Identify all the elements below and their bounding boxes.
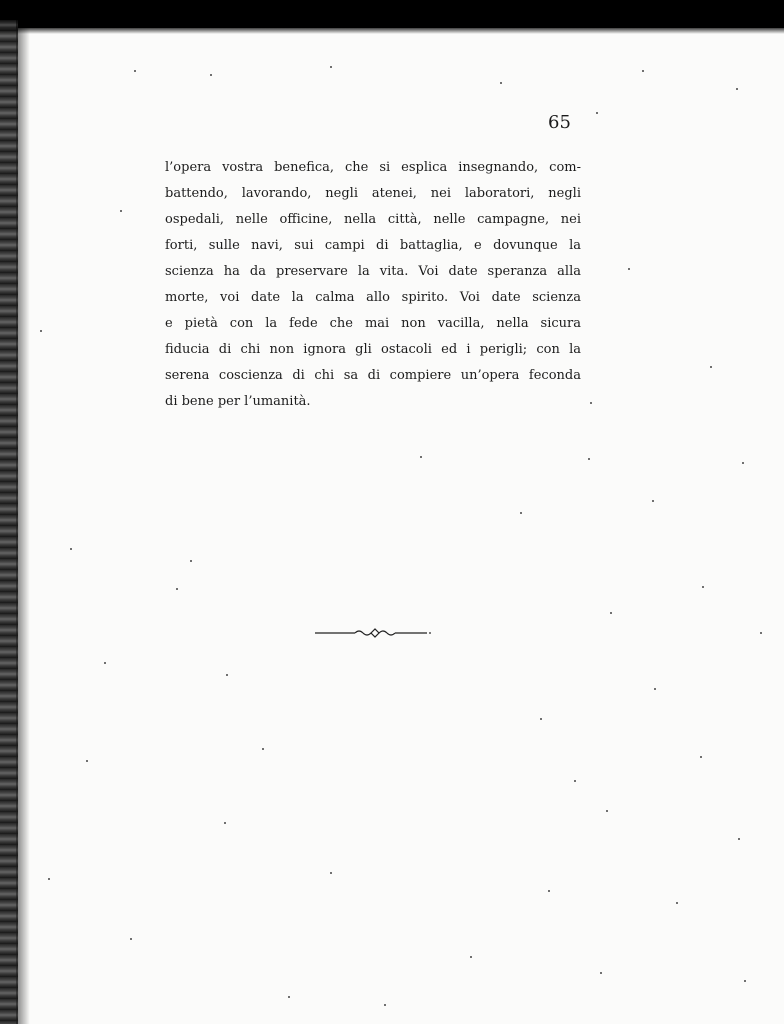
paper-speck bbox=[288, 996, 290, 998]
paper-speck bbox=[742, 462, 744, 464]
paper-speck bbox=[330, 66, 332, 68]
paper-speck bbox=[738, 838, 740, 840]
paper-speck bbox=[48, 878, 50, 880]
paper-speck bbox=[628, 268, 630, 270]
paper-speck bbox=[676, 902, 678, 904]
paper-speck bbox=[104, 662, 106, 664]
paper-speck bbox=[130, 938, 132, 940]
text-line: fiducia di chi non ignora gli ostacoli ed i perigli; con la bbox=[165, 342, 581, 357]
paper-speck bbox=[654, 688, 656, 690]
paper-speck bbox=[134, 70, 136, 72]
paper-speck bbox=[420, 456, 422, 458]
paper-speck bbox=[224, 822, 226, 824]
paper-speck bbox=[760, 632, 762, 634]
paper-speck bbox=[574, 780, 576, 782]
paper-speck bbox=[652, 500, 654, 502]
body-paragraph bbox=[165, 155, 581, 415]
book-spine-shadow bbox=[0, 20, 18, 1024]
paper-speck bbox=[744, 980, 746, 982]
paper-speck bbox=[500, 82, 502, 84]
text-line: serena coscienza di chi sa di compiere un’opera feconda bbox=[165, 368, 581, 383]
paper-speck bbox=[548, 890, 550, 892]
text-line: scienza ha da preservare la vita. Voi date speranza alla bbox=[165, 264, 581, 279]
text-line: l’opera vostra benefica, che si esplica insegnando, com- bbox=[165, 160, 581, 175]
paper-speck bbox=[590, 402, 592, 404]
text-line: e pietà con la fede che mai non vacilla, nella sicura bbox=[165, 316, 581, 331]
paper-speck bbox=[262, 748, 264, 750]
paper-speck bbox=[642, 70, 644, 72]
paper-speck bbox=[384, 1004, 386, 1006]
text-line: di bene per l’umanità. bbox=[165, 394, 311, 409]
paper-speck bbox=[86, 760, 88, 762]
paper-speck bbox=[176, 588, 178, 590]
scan-top-border bbox=[0, 0, 784, 28]
text-line: ospedali, nelle officine, nella città, nelle campagne, nei bbox=[165, 212, 581, 227]
paper-speck bbox=[330, 872, 332, 874]
paper-speck bbox=[70, 548, 72, 550]
paper-speck bbox=[588, 458, 590, 460]
page-number: 65 bbox=[548, 112, 571, 133]
text-line: morte, voi date la calma allo spirito. Voi date scienza bbox=[165, 290, 581, 305]
text-line: forti, sulle navi, sui campi di battaglia, e dovunque la bbox=[165, 238, 581, 253]
closing-ornament bbox=[315, 626, 431, 640]
paper-speck bbox=[190, 560, 192, 562]
paper-speck bbox=[600, 972, 602, 974]
paper-speck bbox=[606, 810, 608, 812]
text-line: battendo, lavorando, negli atenei, nei laboratori, negli bbox=[165, 186, 581, 201]
paper-speck bbox=[610, 612, 612, 614]
paper-speck bbox=[540, 718, 542, 720]
paper-speck bbox=[226, 674, 228, 676]
paper-speck bbox=[702, 586, 704, 588]
paper-speck bbox=[596, 112, 598, 114]
paper-speck bbox=[40, 330, 42, 332]
paper-speck bbox=[210, 74, 212, 76]
paper-speck bbox=[520, 512, 522, 514]
paper-speck bbox=[710, 366, 712, 368]
paper-speck bbox=[470, 956, 472, 958]
paper-speck bbox=[700, 756, 702, 758]
paper-speck bbox=[736, 88, 738, 90]
paper-speck bbox=[120, 210, 122, 212]
